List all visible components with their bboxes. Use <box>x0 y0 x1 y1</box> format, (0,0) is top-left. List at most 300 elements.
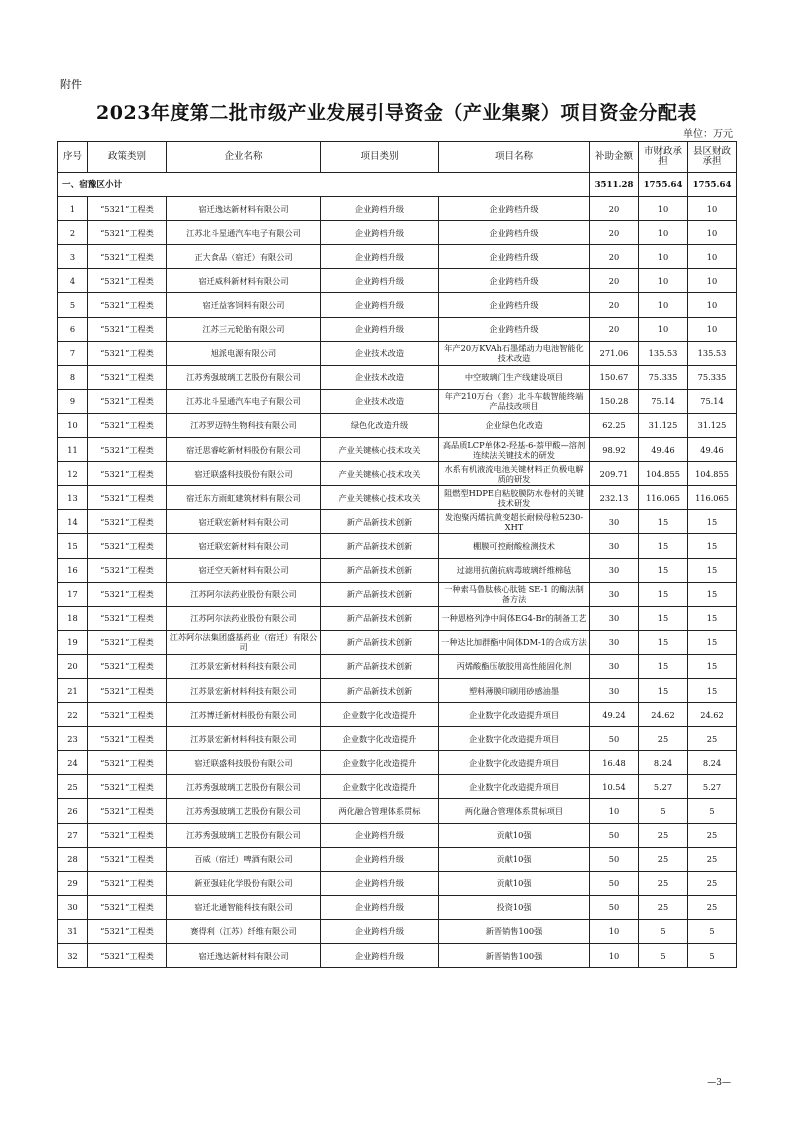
allocation-table <box>57 141 737 968</box>
cell-category: 企业跨档升级 <box>321 317 439 341</box>
cell-city: 25 <box>639 727 688 751</box>
cell-company: 江苏三元轮胎有限公司 <box>167 317 321 341</box>
cell-company: 新亚强硅化学股份有限公司 <box>167 871 321 895</box>
cell-project: 投资10强 <box>439 895 590 919</box>
cell-project: 两化融合管理体系贯标项目 <box>439 799 590 823</box>
cell-project: 一种达比加群酯中间体DM-1的合成方法 <box>439 630 590 654</box>
cell-subsidy: 50 <box>590 871 639 895</box>
cell-policy: “5321”工程类 <box>88 438 167 462</box>
cell-company: 宿迁思睿屹新材料股份有限公司 <box>167 438 321 462</box>
cell-category: 新产品新技术创新 <box>321 534 439 558</box>
cell-no: 23 <box>58 727 88 751</box>
cell-category: 两化融合管理体系贯标 <box>321 799 439 823</box>
cell-project: 企业跨档升级 <box>439 317 590 341</box>
column-header-no: 序号 <box>58 142 88 173</box>
cell-county: 10 <box>688 245 737 269</box>
cell-policy: “5321”工程类 <box>88 510 167 534</box>
cell-city: 15 <box>639 606 688 630</box>
table-header-row <box>58 142 737 173</box>
cell-subsidy: 30 <box>590 534 639 558</box>
cell-city: 15 <box>639 534 688 558</box>
page-title: 2023年度第二批市级产业发展引导资金（产业集聚）项目资金分配表 <box>96 102 697 124</box>
cell-no: 30 <box>58 895 88 919</box>
cell-company: 江苏秀强玻璃工艺股份有限公司 <box>167 365 321 389</box>
table-row <box>58 389 737 413</box>
cell-subsidy: 30 <box>590 582 639 606</box>
cell-company: 江苏景宏新材料科技有限公司 <box>167 727 321 751</box>
cell-policy: “5321”工程类 <box>88 197 167 221</box>
table-row <box>58 582 737 606</box>
cell-category: 企业跨档升级 <box>321 221 439 245</box>
cell-company: 宿迁空天新材料有限公司 <box>167 558 321 582</box>
cell-project: 企业数字化改造提升项目 <box>439 727 590 751</box>
cell-no: 17 <box>58 582 88 606</box>
cell-city: 24.62 <box>639 703 688 727</box>
cell-project: 贡献10强 <box>439 871 590 895</box>
cell-county: 25 <box>688 847 737 871</box>
cell-category: 企业跨档升级 <box>321 895 439 919</box>
cell-project: 年产20万KVAh石墨烯动力电池智能化技术改造 <box>439 341 590 365</box>
column-header-county: 县区财政承担 <box>688 142 737 173</box>
column-header-project: 项目名称 <box>439 142 590 173</box>
cell-category: 企业跨档升级 <box>321 847 439 871</box>
cell-policy: “5321”工程类 <box>88 823 167 847</box>
cell-category: 企业跨档升级 <box>321 197 439 221</box>
cell-company: 宿迁东方雨虹建筑材料有限公司 <box>167 486 321 510</box>
cell-city: 31.125 <box>639 413 688 437</box>
table-row <box>58 727 737 751</box>
table-row <box>58 558 737 582</box>
cell-no: 21 <box>58 678 88 702</box>
cell-subsidy: 232.13 <box>590 486 639 510</box>
cell-company: 江苏秀强玻璃工艺股份有限公司 <box>167 823 321 847</box>
cell-company: 江苏景宏新材料科技有限公司 <box>167 678 321 702</box>
cell-county: 10 <box>688 197 737 221</box>
table-row <box>58 245 737 269</box>
cell-county: 5 <box>688 919 737 943</box>
cell-no: 3 <box>58 245 88 269</box>
subtotal-row <box>58 173 737 197</box>
cell-subsidy: 50 <box>590 847 639 871</box>
cell-policy: “5321”工程类 <box>88 895 167 919</box>
cell-company: 宿迁联宏新材料有限公司 <box>167 534 321 558</box>
cell-no: 6 <box>58 317 88 341</box>
cell-city: 10 <box>639 245 688 269</box>
column-header-city: 市财政承担 <box>639 142 688 173</box>
cell-policy: “5321”工程类 <box>88 462 167 486</box>
cell-county: 10 <box>688 293 737 317</box>
cell-city: 5 <box>639 799 688 823</box>
cell-project: 贡献10强 <box>439 823 590 847</box>
cell-company: 江苏罗迈特生物科技有限公司 <box>167 413 321 437</box>
cell-no: 8 <box>58 365 88 389</box>
cell-project: 企业数字化改造提升项目 <box>439 751 590 775</box>
cell-subsidy: 20 <box>590 269 639 293</box>
column-header-policy: 政策类别 <box>88 142 167 173</box>
cell-no: 2 <box>58 221 88 245</box>
cell-county: 8.24 <box>688 751 737 775</box>
cell-company: 江苏北斗星通汽车电子有限公司 <box>167 389 321 413</box>
cell-subsidy: 30 <box>590 630 639 654</box>
cell-category: 企业跨档升级 <box>321 944 439 968</box>
cell-category: 企业数字化改造提升 <box>321 703 439 727</box>
cell-subsidy: 20 <box>590 293 639 317</box>
cell-county: 15 <box>688 558 737 582</box>
cell-subsidy: 209.71 <box>590 462 639 486</box>
cell-subsidy: 50 <box>590 823 639 847</box>
table-row <box>58 293 737 317</box>
cell-policy: “5321”工程类 <box>88 389 167 413</box>
column-header-category: 项目类别 <box>321 142 439 173</box>
table-row <box>58 775 737 799</box>
cell-county: 25 <box>688 871 737 895</box>
cell-project: 企业跨档升级 <box>439 245 590 269</box>
cell-subsidy: 16.48 <box>590 751 639 775</box>
cell-no: 15 <box>58 534 88 558</box>
table-row <box>58 438 737 462</box>
table-row <box>58 751 737 775</box>
cell-category: 企业技术改造 <box>321 365 439 389</box>
cell-policy: “5321”工程类 <box>88 630 167 654</box>
cell-subsidy: 10.54 <box>590 775 639 799</box>
cell-subsidy: 30 <box>590 654 639 678</box>
cell-no: 5 <box>58 293 88 317</box>
cell-policy: “5321”工程类 <box>88 558 167 582</box>
cell-company: 江苏阿尔法药业股份有限公司 <box>167 582 321 606</box>
subtotal-county: 1755.64 <box>688 173 737 197</box>
cell-project: 企业跨档升级 <box>439 293 590 317</box>
cell-county: 75.14 <box>688 389 737 413</box>
cell-project: 塑料薄膜印刷用砂感油墨 <box>439 678 590 702</box>
cell-company: 江苏博迁新材料股份有限公司 <box>167 703 321 727</box>
unit-label: 单位：万元 <box>683 129 733 140</box>
cell-policy: “5321”工程类 <box>88 799 167 823</box>
table-row <box>58 197 737 221</box>
cell-policy: “5321”工程类 <box>88 703 167 727</box>
cell-subsidy: 150.28 <box>590 389 639 413</box>
page-number: —3— <box>707 1078 731 1088</box>
cell-subsidy: 30 <box>590 678 639 702</box>
cell-policy: “5321”工程类 <box>88 534 167 558</box>
cell-subsidy: 10 <box>590 944 639 968</box>
table-row <box>58 317 737 341</box>
cell-project: 阻燃型HDPE自粘胶膜防水卷材的关键技术研发 <box>439 486 590 510</box>
table-row <box>58 944 737 968</box>
cell-subsidy: 271.06 <box>590 341 639 365</box>
cell-county: 15 <box>688 534 737 558</box>
cell-policy: “5321”工程类 <box>88 871 167 895</box>
cell-policy: “5321”工程类 <box>88 269 167 293</box>
table-row <box>58 823 737 847</box>
cell-subsidy: 10 <box>590 919 639 943</box>
subtotal-city: 1755.64 <box>639 173 688 197</box>
cell-county: 5.27 <box>688 775 737 799</box>
cell-company: 正大食品（宿迁）有限公司 <box>167 245 321 269</box>
cell-policy: “5321”工程类 <box>88 654 167 678</box>
cell-project: 企业跨档升级 <box>439 197 590 221</box>
cell-subsidy: 50 <box>590 727 639 751</box>
cell-city: 15 <box>639 558 688 582</box>
cell-company: 宿迁逸达新材料有限公司 <box>167 944 321 968</box>
table-row <box>58 654 737 678</box>
cell-county: 25 <box>688 823 737 847</box>
cell-subsidy: 30 <box>590 606 639 630</box>
cell-no: 16 <box>58 558 88 582</box>
cell-category: 产业关键核心技术攻关 <box>321 486 439 510</box>
cell-company: 宿迁联盛科技股份有限公司 <box>167 462 321 486</box>
cell-no: 25 <box>58 775 88 799</box>
cell-policy: “5321”工程类 <box>88 919 167 943</box>
table-row <box>58 221 737 245</box>
cell-category: 产业关键核心技术攻关 <box>321 462 439 486</box>
cell-policy: “5321”工程类 <box>88 245 167 269</box>
cell-policy: “5321”工程类 <box>88 751 167 775</box>
cell-city: 116.065 <box>639 486 688 510</box>
cell-category: 企业数字化改造提升 <box>321 751 439 775</box>
cell-project: 棚膜可控耐酸检测技术 <box>439 534 590 558</box>
cell-city: 25 <box>639 871 688 895</box>
cell-category: 企业跨档升级 <box>321 871 439 895</box>
cell-policy: “5321”工程类 <box>88 727 167 751</box>
cell-county: 15 <box>688 582 737 606</box>
cell-no: 28 <box>58 847 88 871</box>
cell-category: 新产品新技术创新 <box>321 582 439 606</box>
cell-city: 15 <box>639 654 688 678</box>
cell-category: 企业数字化改造提升 <box>321 775 439 799</box>
table-row <box>58 847 737 871</box>
cell-project: 年产210万台（套）北斗车载智能终端产品技改项目 <box>439 389 590 413</box>
cell-project: 企业跨档升级 <box>439 221 590 245</box>
cell-project: 企业数字化改造提升项目 <box>439 775 590 799</box>
cell-county: 5 <box>688 799 737 823</box>
cell-subsidy: 150.67 <box>590 365 639 389</box>
cell-subsidy: 10 <box>590 799 639 823</box>
cell-company: 宿迁威科新材料有限公司 <box>167 269 321 293</box>
cell-category: 企业跨档升级 <box>321 823 439 847</box>
cell-city: 15 <box>639 630 688 654</box>
cell-city: 49.46 <box>639 438 688 462</box>
cell-company: 江苏景宏新材料科技有限公司 <box>167 654 321 678</box>
cell-city: 25 <box>639 895 688 919</box>
cell-subsidy: 50 <box>590 895 639 919</box>
cell-no: 20 <box>58 654 88 678</box>
cell-no: 13 <box>58 486 88 510</box>
cell-subsidy: 30 <box>590 558 639 582</box>
cell-no: 10 <box>58 413 88 437</box>
cell-policy: “5321”工程类 <box>88 606 167 630</box>
cell-company: 宿迁北通智能科技有限公司 <box>167 895 321 919</box>
cell-policy: “5321”工程类 <box>88 678 167 702</box>
cell-policy: “5321”工程类 <box>88 486 167 510</box>
cell-no: 27 <box>58 823 88 847</box>
cell-subsidy: 62.25 <box>590 413 639 437</box>
cell-project: 一种索马鲁肽核心肽链 SE-1 的酶法制备方法 <box>439 582 590 606</box>
cell-subsidy: 20 <box>590 245 639 269</box>
table-row <box>58 703 737 727</box>
cell-category: 企业数字化改造提升 <box>321 727 439 751</box>
cell-project: 中空玻璃门生产线建设项目 <box>439 365 590 389</box>
cell-subsidy: 20 <box>590 317 639 341</box>
column-header-company: 企业名称 <box>167 142 321 173</box>
cell-no: 4 <box>58 269 88 293</box>
cell-city: 15 <box>639 582 688 606</box>
cell-category: 新产品新技术创新 <box>321 510 439 534</box>
cell-policy: “5321”工程类 <box>88 775 167 799</box>
cell-county: 10 <box>688 317 737 341</box>
cell-city: 5.27 <box>639 775 688 799</box>
cell-project: 水系有机液流电池关键材料正负极电解质的研发 <box>439 462 590 486</box>
table-row <box>58 413 737 437</box>
cell-category: 企业技术改造 <box>321 341 439 365</box>
cell-company: 百威（宿迁）啤酒有限公司 <box>167 847 321 871</box>
cell-policy: “5321”工程类 <box>88 365 167 389</box>
cell-county: 25 <box>688 895 737 919</box>
cell-project: 新晋销售100强 <box>439 919 590 943</box>
table-row <box>58 365 737 389</box>
cell-county: 135.53 <box>688 341 737 365</box>
attachment-label: 附件 <box>60 78 82 91</box>
cell-county: 24.62 <box>688 703 737 727</box>
cell-category: 企业跨档升级 <box>321 269 439 293</box>
table-row <box>58 269 737 293</box>
table-row <box>58 895 737 919</box>
table-row <box>58 630 737 654</box>
cell-category: 新产品新技术创新 <box>321 678 439 702</box>
cell-policy: “5321”工程类 <box>88 341 167 365</box>
cell-policy: “5321”工程类 <box>88 582 167 606</box>
column-header-subsidy: 补助金额 <box>590 142 639 173</box>
cell-county: 15 <box>688 510 737 534</box>
cell-city: 10 <box>639 197 688 221</box>
cell-project: 发泡聚丙烯抗黄变超长耐候母粒5230-XHT <box>439 510 590 534</box>
cell-policy: “5321”工程类 <box>88 221 167 245</box>
cell-no: 18 <box>58 606 88 630</box>
cell-subsidy: 30 <box>590 510 639 534</box>
cell-project: 高品质LCP单体2-羟基-6-萘甲酸—溶剂连续法关键技术的研发 <box>439 438 590 462</box>
cell-project: 企业数字化改造提升项目 <box>439 703 590 727</box>
cell-no: 1 <box>58 197 88 221</box>
cell-project: 丙烯酸酯压敏胶用高性能固化剂 <box>439 654 590 678</box>
cell-company: 江苏秀强玻璃工艺股份有限公司 <box>167 775 321 799</box>
cell-company: 宿迁联盛科技股份有限公司 <box>167 751 321 775</box>
cell-project: 企业绿色化改造 <box>439 413 590 437</box>
cell-category: 企业跨档升级 <box>321 293 439 317</box>
table-row <box>58 534 737 558</box>
cell-subsidy: 20 <box>590 197 639 221</box>
cell-city: 75.335 <box>639 365 688 389</box>
cell-county: 75.335 <box>688 365 737 389</box>
cell-city: 10 <box>639 317 688 341</box>
subtotal-subsidy: 3511.28 <box>590 173 639 197</box>
table-row <box>58 341 737 365</box>
cell-category: 企业跨档升级 <box>321 919 439 943</box>
cell-city: 104.855 <box>639 462 688 486</box>
cell-no: 22 <box>58 703 88 727</box>
cell-city: 5 <box>639 919 688 943</box>
cell-no: 11 <box>58 438 88 462</box>
cell-category: 新产品新技术创新 <box>321 558 439 582</box>
cell-company: 宿迁益客饲料有限公司 <box>167 293 321 317</box>
cell-no: 26 <box>58 799 88 823</box>
cell-policy: “5321”工程类 <box>88 847 167 871</box>
cell-city: 135.53 <box>639 341 688 365</box>
cell-company: 江苏秀强玻璃工艺股份有限公司 <box>167 799 321 823</box>
table-row <box>58 462 737 486</box>
cell-no: 29 <box>58 871 88 895</box>
cell-city: 15 <box>639 510 688 534</box>
cell-policy: “5321”工程类 <box>88 413 167 437</box>
cell-city: 25 <box>639 847 688 871</box>
cell-county: 25 <box>688 727 737 751</box>
cell-project: 新晋销售100强 <box>439 944 590 968</box>
cell-project: 过滤用抗菌抗病毒玻璃纤维棉毡 <box>439 558 590 582</box>
cell-county: 10 <box>688 221 737 245</box>
cell-city: 10 <box>639 269 688 293</box>
cell-project: 企业跨档升级 <box>439 269 590 293</box>
cell-policy: “5321”工程类 <box>88 944 167 968</box>
cell-company: 江苏阿尔法集团盛基药业（宿迁）有限公司 <box>167 630 321 654</box>
cell-policy: “5321”工程类 <box>88 317 167 341</box>
cell-subsidy: 49.24 <box>590 703 639 727</box>
table-row <box>58 871 737 895</box>
cell-county: 31.125 <box>688 413 737 437</box>
cell-category: 新产品新技术创新 <box>321 654 439 678</box>
table-row <box>58 486 737 510</box>
cell-subsidy: 20 <box>590 221 639 245</box>
cell-county: 5 <box>688 944 737 968</box>
cell-category: 企业技术改造 <box>321 389 439 413</box>
cell-category: 绿色化改造升级 <box>321 413 439 437</box>
cell-category: 企业跨档升级 <box>321 245 439 269</box>
cell-city: 75.14 <box>639 389 688 413</box>
cell-project: 一种恩格列净中间体EG4-Br的制备工艺 <box>439 606 590 630</box>
cell-company: 宿迁逸达新材料有限公司 <box>167 197 321 221</box>
cell-county: 15 <box>688 654 737 678</box>
subtotal-label: 一、宿豫区小计 <box>58 173 590 197</box>
table-row <box>58 799 737 823</box>
cell-no: 14 <box>58 510 88 534</box>
cell-city: 25 <box>639 823 688 847</box>
cell-company: 赛得利（江苏）纤维有限公司 <box>167 919 321 943</box>
cell-city: 10 <box>639 221 688 245</box>
table-row <box>58 919 737 943</box>
cell-no: 32 <box>58 944 88 968</box>
cell-city: 10 <box>639 293 688 317</box>
cell-category: 新产品新技术创新 <box>321 630 439 654</box>
cell-project: 贡献10强 <box>439 847 590 871</box>
cell-county: 116.065 <box>688 486 737 510</box>
cell-no: 31 <box>58 919 88 943</box>
table-row <box>58 678 737 702</box>
cell-county: 49.46 <box>688 438 737 462</box>
cell-no: 7 <box>58 341 88 365</box>
cell-county: 15 <box>688 678 737 702</box>
cell-no: 9 <box>58 389 88 413</box>
cell-policy: “5321”工程类 <box>88 293 167 317</box>
cell-county: 10 <box>688 269 737 293</box>
cell-city: 5 <box>639 944 688 968</box>
cell-company: 江苏北斗星通汽车电子有限公司 <box>167 221 321 245</box>
cell-city: 15 <box>639 678 688 702</box>
cell-no: 12 <box>58 462 88 486</box>
cell-county: 15 <box>688 630 737 654</box>
cell-county: 104.855 <box>688 462 737 486</box>
table-row <box>58 510 737 534</box>
cell-company: 江苏阿尔法药业股份有限公司 <box>167 606 321 630</box>
cell-category: 产业关键核心技术攻关 <box>321 438 439 462</box>
cell-company: 旭派电源有限公司 <box>167 341 321 365</box>
cell-county: 15 <box>688 606 737 630</box>
